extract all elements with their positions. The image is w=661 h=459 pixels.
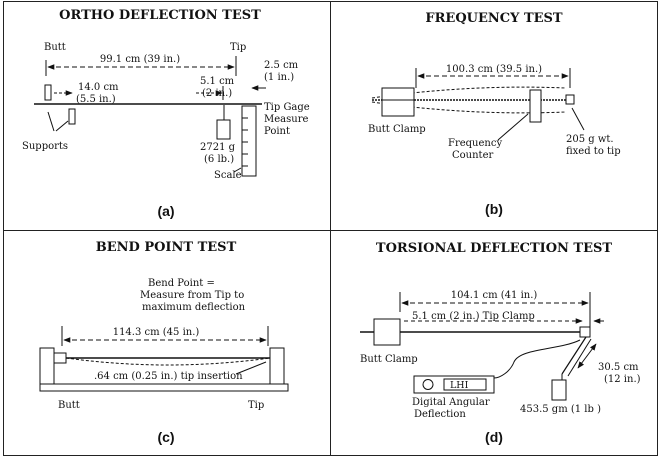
tip-weight-leader <box>572 108 584 130</box>
tors-butt-clamp-label: Butt Clamp <box>360 354 418 365</box>
sensor-cable <box>494 340 580 378</box>
gage-label-2: Measure <box>264 114 309 125</box>
arm-label-2: (12 in.) <box>604 374 641 385</box>
device-label-2: Deflection <box>414 409 466 420</box>
fixture-left-post <box>40 348 54 384</box>
insertion-label: .64 cm (0.25 in.) tip insertion <box>94 371 243 382</box>
panel-frequency <box>368 11 621 217</box>
tors-weight-label: 453.5 gm (1 lb ) <box>520 404 601 415</box>
counter-leader <box>498 114 528 140</box>
panel-a-title: ORTHO DEFLECTION TEST <box>59 8 261 23</box>
frequency-counter-sensor <box>530 90 541 122</box>
weight-block <box>217 120 230 139</box>
gage-label-1: Tip Gage <box>264 102 310 113</box>
panel-d-caption: (d) <box>485 429 503 445</box>
butt-clamp <box>382 88 414 116</box>
tip-offset-label-1: 2.5 cm <box>264 60 299 71</box>
panel-bend-point <box>40 240 288 445</box>
lever-arm-edge <box>568 339 591 376</box>
scale-label: Scale <box>214 170 242 181</box>
tors-length-label: 104.1 cm (41 in.) <box>450 290 538 301</box>
tip-clamp-label: 5.1 cm (2 in.) Tip Clamp <box>412 311 535 322</box>
device-knob-icon <box>423 380 433 390</box>
panel-ortho-deflection <box>22 8 310 219</box>
panel-b-caption: (b) <box>485 201 503 217</box>
gage-label-3: Point <box>264 126 291 137</box>
panel-c-title: BEND POINT TEST <box>95 240 237 255</box>
tip-offset-label-2: (1 in.) <box>264 72 295 83</box>
support-gap-label-1: 14.0 cm <box>78 82 119 93</box>
tip-weight <box>566 95 574 104</box>
bend-label-3: maximum deflection <box>142 302 246 313</box>
fixture-base <box>40 384 288 391</box>
support-lower <box>69 109 75 124</box>
tors-weight <box>552 380 566 400</box>
panel-d-title: TORSIONAL DEFLECTION TEST <box>375 241 613 256</box>
freq-length-label: 100.3 cm (39.5 in.) <box>445 64 543 75</box>
total-length-label: 99.1 cm (39 in.) <box>99 54 181 65</box>
arm-label-1: 30.5 cm <box>598 362 639 373</box>
butt-label: Butt <box>44 42 66 53</box>
support-upper <box>45 85 51 100</box>
panel-c-caption: (c) <box>157 429 175 445</box>
supports-label: Supports <box>22 141 69 152</box>
tors-butt-clamp <box>374 319 400 345</box>
weight-offset-label-2: (2 in.) <box>202 88 233 99</box>
device-label-1: Digital Angular <box>412 397 490 408</box>
panel-a-caption: (a) <box>157 203 175 219</box>
support-gap-label-2: (5.5 in.) <box>76 94 116 105</box>
tip-weight-label-2: fixed to tip <box>566 146 621 157</box>
weight-label-2: (6 lb.) <box>204 154 235 165</box>
counter-label-2: Counter <box>452 150 494 161</box>
bend-label-1: Bend Point = <box>148 278 215 289</box>
panel-b-title: FREQUENCY TEST <box>425 11 563 26</box>
bend-label-2: Measure from Tip to <box>140 290 245 301</box>
tip-label: Tip <box>230 42 247 53</box>
supports-leader-1 <box>48 112 54 131</box>
weight-offset-label-1: 5.1 cm <box>200 76 235 87</box>
butt-holder <box>54 353 66 363</box>
tip-clamp <box>580 327 590 337</box>
bend-length-label: 114.3 cm (45 in.) <box>112 327 200 338</box>
panel-torsional-deflection <box>360 241 641 445</box>
fixture-right-post <box>270 348 284 384</box>
supports-leader-2 <box>56 121 68 131</box>
device-display-text: LHI <box>450 380 469 391</box>
shaft-bent <box>66 358 270 365</box>
weight-label-1: 2721 g <box>200 142 236 153</box>
tip-label-c: Tip <box>248 400 265 411</box>
tip-weight-label-1: 205 g wt. <box>566 134 614 145</box>
counter-label-1: Frequency <box>448 138 503 149</box>
butt-clamp-label: Butt Clamp <box>368 124 426 135</box>
butt-label-c: Butt <box>58 400 80 411</box>
